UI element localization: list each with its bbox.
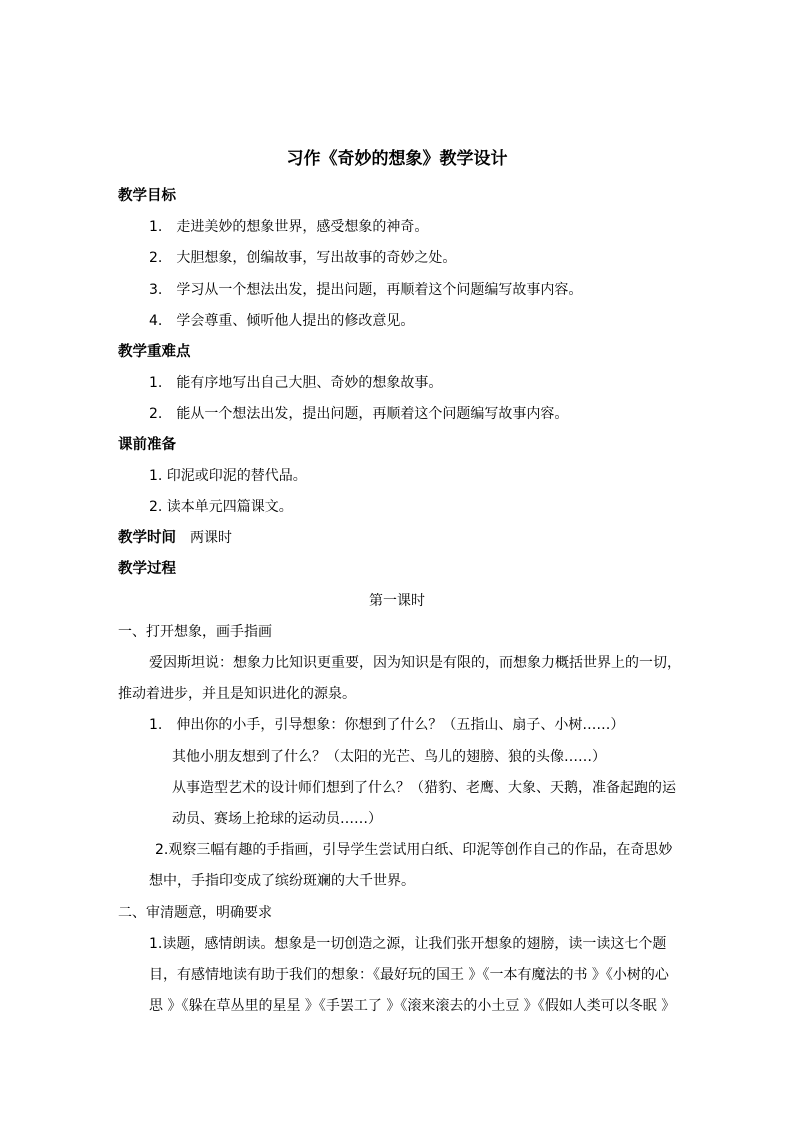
quote-line: 爱因斯坦说：想象力比知识更重要，因为知识是有限的，而想象力概括世界上的一切，: [149, 655, 681, 671]
step-line: 想中，手指印变成了缤纷斑斓的大千世界。: [149, 873, 415, 889]
key-point-item: 1. 能有序地写出自己大胆、奇妙的想象故事。: [149, 375, 443, 391]
time-row: [118, 528, 232, 548]
objective-item: 2. 大胆想象，创编故事，写出故事的奇妙之处。: [149, 250, 457, 266]
lesson-label: 第一课时: [369, 593, 425, 609]
objective-item: 3. 学习从一个想法出发，提出问题，再顺着这个问题编写故事内容。: [149, 282, 583, 298]
objective-item: 1. 走进美妙的想象世界，感受想象的神奇。: [149, 219, 429, 235]
quote-line: 推动着进步，并且是知识进化的源泉。: [118, 686, 356, 702]
key-point-item: 2. 能从一个想法出发，提出问题，再顺着这个问题编写故事内容。: [149, 406, 569, 422]
step-line: 2.观察三幅有趣的手指画，引导学生尝试用白纸、印泥等创作自己的作品，在奇思妙: [155, 842, 673, 858]
body-line: 目，有感情地读有助于我们的想象：《最好玩的国王 》《一本有魔法的书 》《小树的心: [149, 967, 669, 983]
preparation-item: 2. 读本单元四篇课文。: [149, 499, 293, 515]
time-heading: 教学时间: [118, 530, 176, 546]
section-heading: 二、审清题意，明确要求: [118, 905, 272, 921]
objective-item: 4. 学会尊重、倾听他人提出的修改意见。: [149, 313, 415, 329]
preparation-item: 1. 印泥或印泥的替代品。: [149, 468, 307, 484]
process-heading: 教学过程: [118, 561, 176, 577]
preparation-heading: 课前准备: [118, 437, 176, 453]
objectives-heading: 教学目标: [118, 188, 176, 204]
step-line: 其他小朋友想到了什么？（太阳的光芒、鸟儿的翅膀、狼的头像……）: [172, 749, 606, 765]
step-line: 从事造型艺术的设计师们想到了什么？（猎豹、老鹰、大象、天鹅，准备起跑的运: [172, 780, 676, 796]
page-title: 习作《奇妙的想象》教学设计: [286, 149, 508, 169]
step-line: 动员、赛场上抢球的运动员……）: [172, 811, 382, 827]
body-line: 1.读题，感情朗读。想象是一切创造之源，让我们张开想象的翅膀，读一读这七个题: [149, 936, 667, 952]
section-heading: 一、打开想象，画手指画: [118, 624, 272, 640]
body-line: 思 》《躲在草丛里的星星 》《手罢工了 》《滚来滚去的小土豆 》《假如人类可以冬眠 》: [149, 998, 676, 1014]
key-points-heading: 教学重难点: [118, 344, 191, 360]
time-value: 两课时: [190, 530, 232, 546]
step-line: 1. 伸出你的小手，引导想象：你想到了什么？（五指山、扇子、小树……）: [149, 717, 625, 733]
